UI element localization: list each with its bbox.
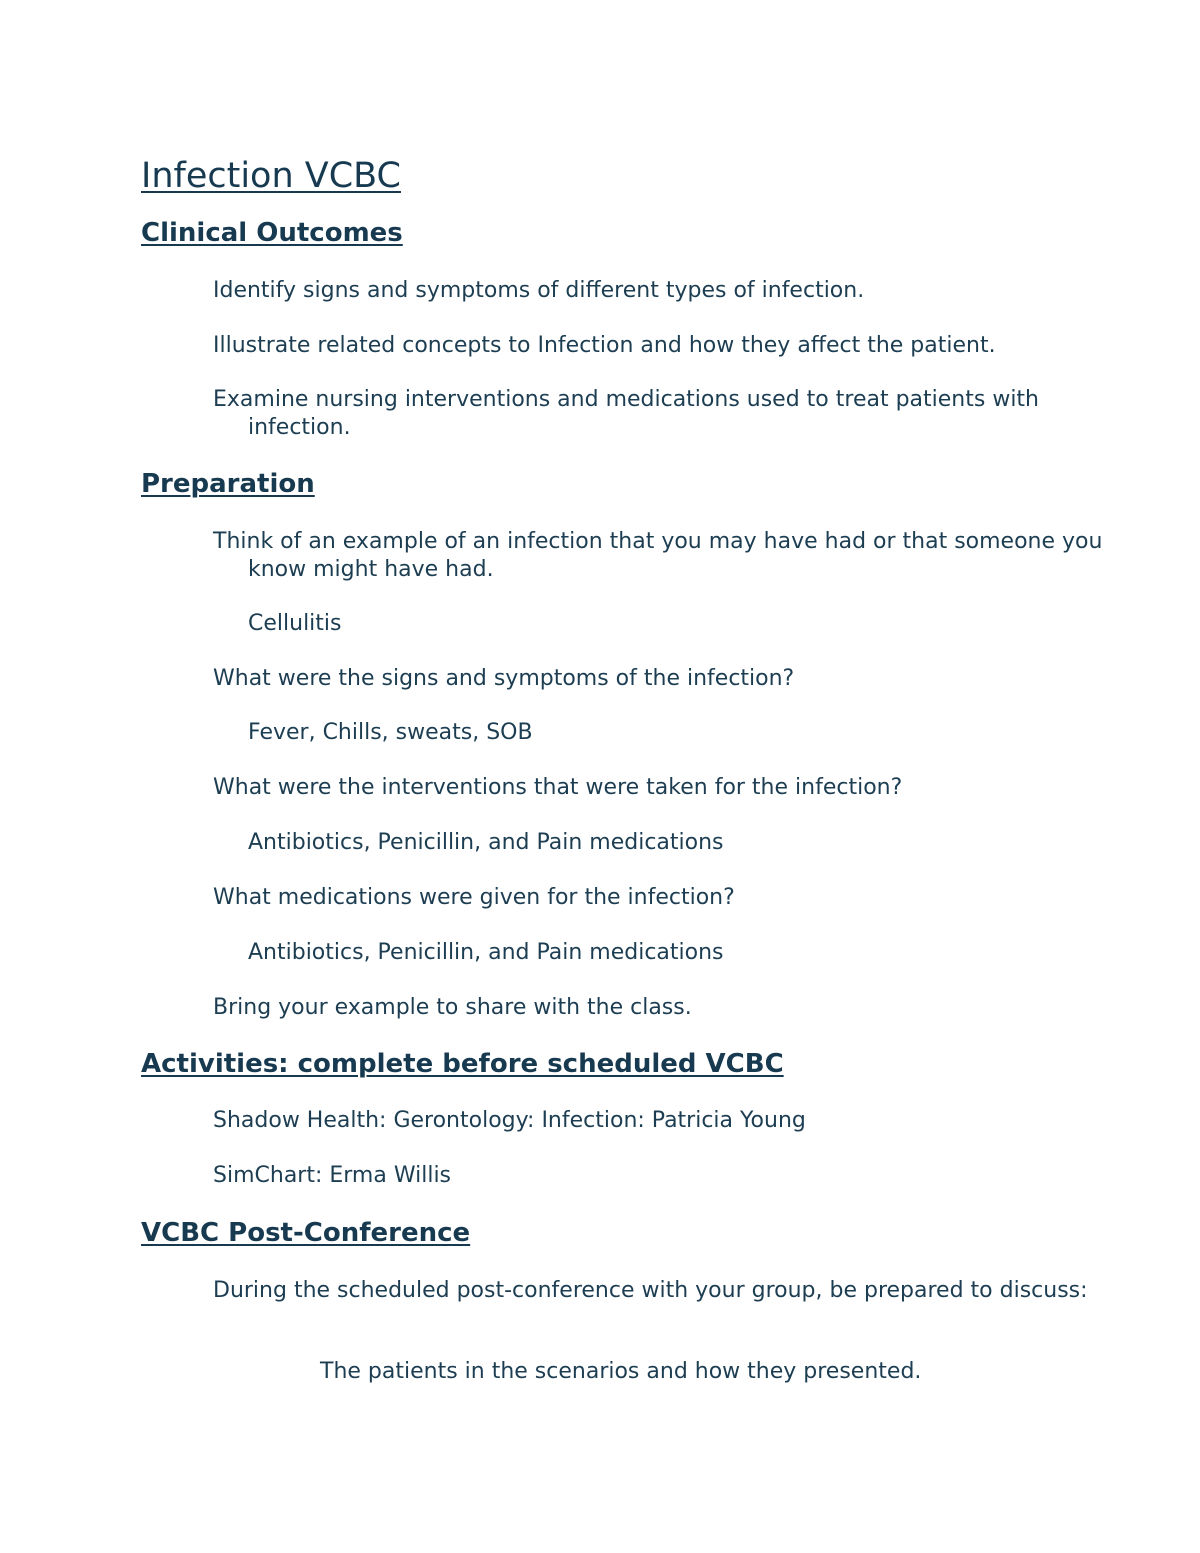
clinical-outcomes-heading: Clinical Outcomes <box>141 218 403 248</box>
preparation-question: Think of an example of an infection that you may have had or that someone you know might have had. <box>213 529 1103 582</box>
preparation-answer: Antibiotics, Penicillin, and Pain medications <box>248 830 724 855</box>
outcome-item: Examine nursing interventions and medications used to treat patients with infection. <box>213 387 1039 440</box>
preparation-question: What were the interventions that were taken for the infection? <box>213 775 903 800</box>
activity-item: SimChart: Erma Willis <box>213 1163 452 1188</box>
preparation-closing: Bring your example to share with the class. <box>213 995 692 1020</box>
preparation-heading: Preparation <box>141 469 315 499</box>
post-conference-heading: VCBC Post-Conference <box>141 1218 471 1248</box>
preparation-answer: Cellulitis <box>248 611 342 636</box>
post-conference-intro: During the scheduled post-conference with your group, be prepared to discuss: <box>213 1278 1088 1303</box>
activities-heading: Activities: complete before scheduled VCBC <box>141 1049 784 1079</box>
activity-item: Shadow Health: Gerontology: Infection: Patricia Young <box>213 1108 806 1133</box>
preparation-question: What medications were given for the infection? <box>213 885 735 910</box>
preparation-question: What were the signs and symptoms of the infection? <box>213 666 795 691</box>
preparation-answer: Fever, Chills, sweats, SOB <box>248 720 533 745</box>
outcome-item: Illustrate related concepts to Infection and how they affect the patient. <box>213 333 996 358</box>
preparation-answer: Antibiotics, Penicillin, and Pain medications <box>248 940 724 965</box>
post-conference-point: The patients in the scenarios and how they presented. <box>320 1359 922 1384</box>
outcome-item: Identify signs and symptoms of different types of infection. <box>213 278 865 303</box>
document-title: Infection VCBC <box>141 156 401 196</box>
